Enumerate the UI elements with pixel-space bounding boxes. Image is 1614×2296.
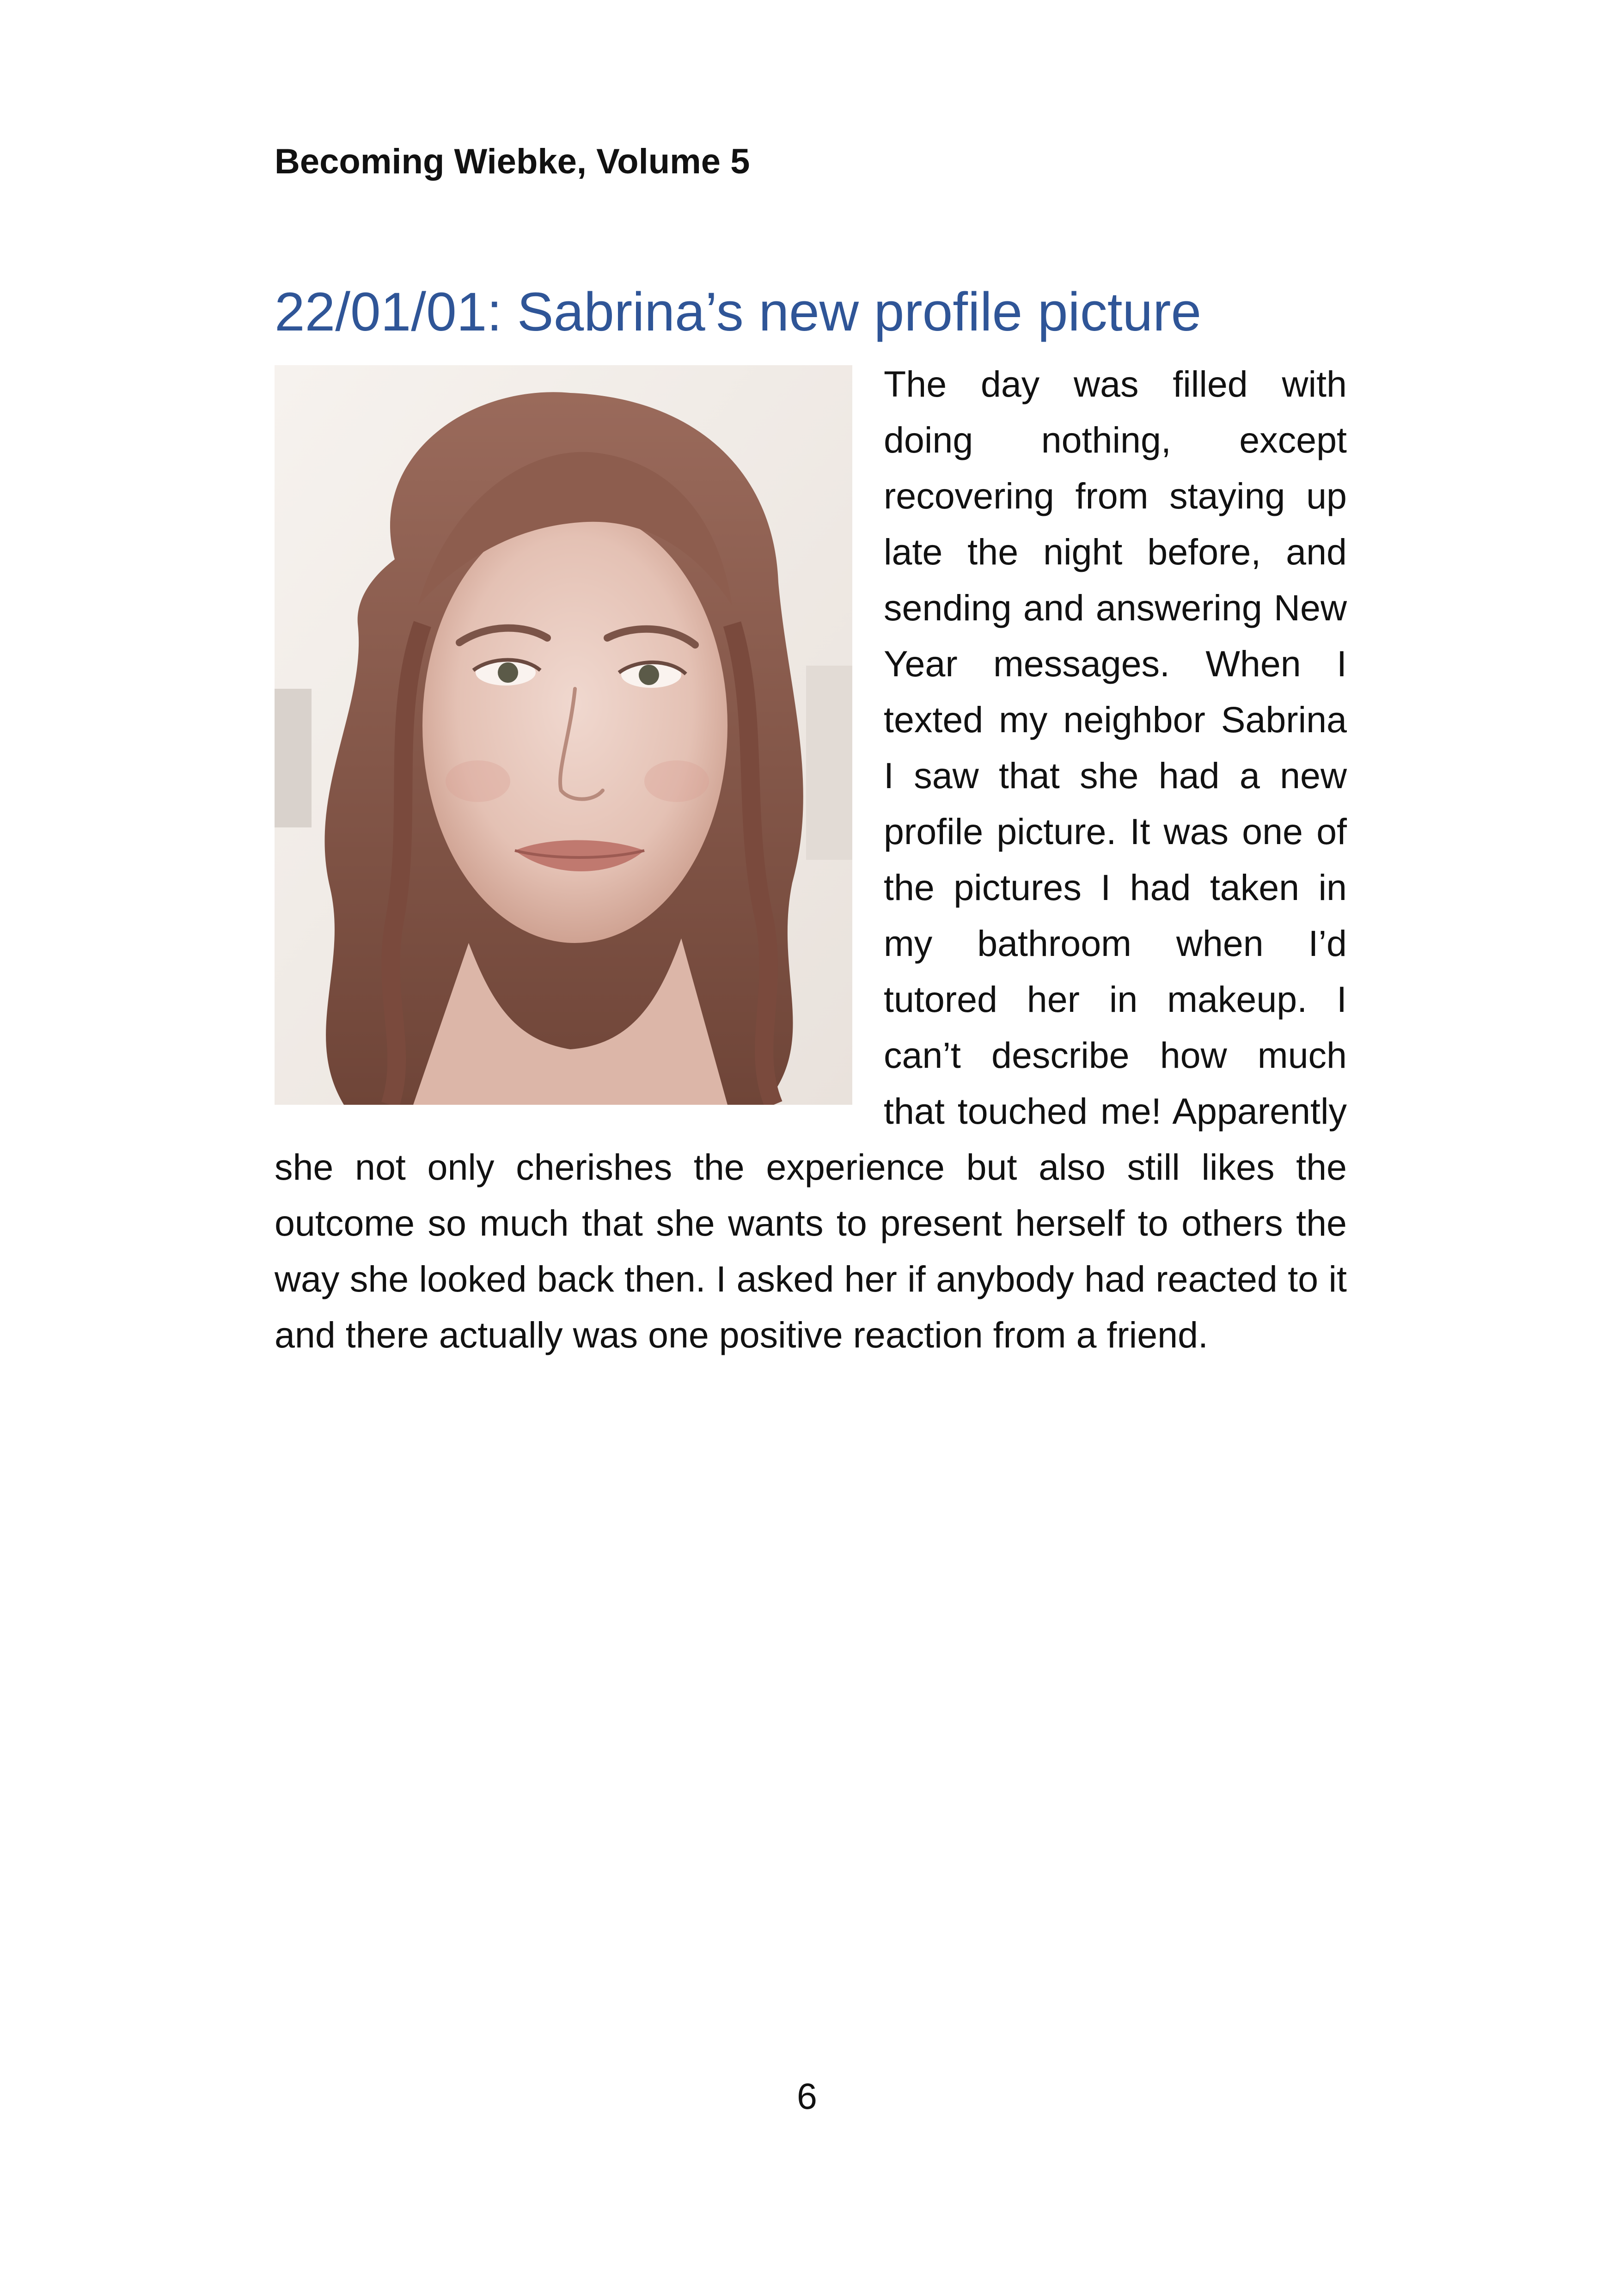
entry-title: 22/01/01: Sabrina’s new profile picture [275,282,1202,343]
entry-body [275,356,1347,1363]
entry-body-text: The day was filled with doing nothing, except recovering from staying up late the night before, and sending and answering New Year messages. When I texted my neighbor Sabrina I saw that she had a new profile picture. It was one of the pictures I had taken in my bathroom when I’d tutored her in makeup. I can’t describe how much that touched me! Apparently she not only cherishes the experience but also still likes the outcome so much that she wants to present herself to others the way she looked back then. I asked her if anybody had reacted to it and there actually was one positive reaction from a friend. [275,363,1347,1355]
page-number: 6 [797,2076,817,2117]
portrait-photo [275,365,852,1105]
running-header: Becoming Wiebke, Volume 5 [275,142,750,181]
